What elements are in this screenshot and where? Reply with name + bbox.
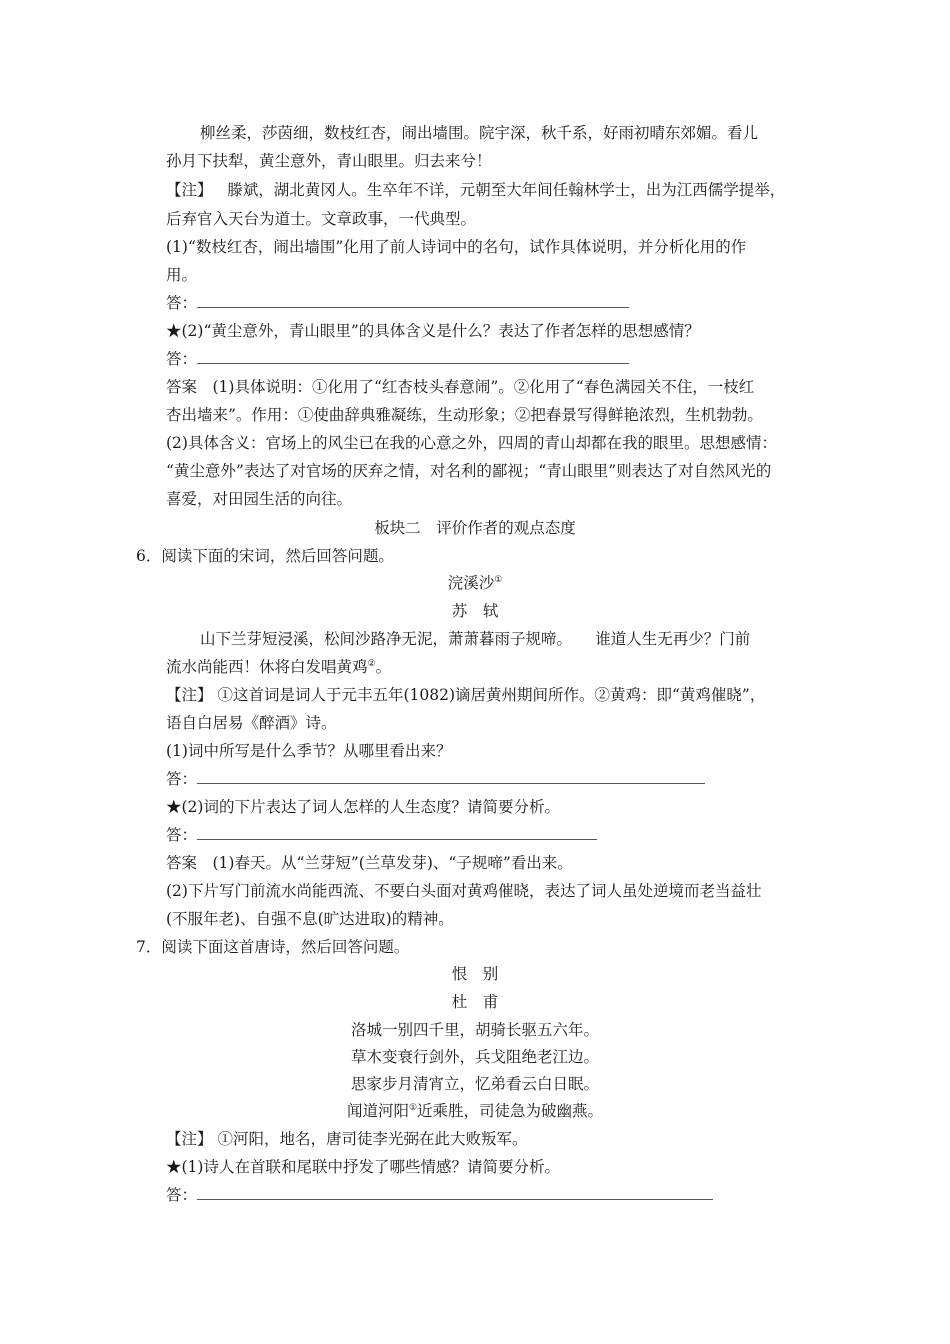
note-label: 【注】 — [166, 1130, 213, 1148]
answer-key: (2)下片写门前流水尚能西流、不要白头面对黄鸡催晓，表达了词人虽处逆境而老当益壮 — [166, 882, 762, 900]
note-label: 【注】 — [166, 181, 213, 199]
answer-line — [166, 1185, 713, 1205]
answer-key: 杏出墙来”。作用：①使曲辞典雅凝练，生动形象；②把春景写得鲜艳浓烈，生机勃勃。 — [166, 406, 763, 424]
note — [166, 1129, 527, 1149]
poem-verse: 洛城一别四千里，胡骑长驱五六年。 — [350, 1021, 599, 1039]
question-title: 7．阅读下面这首唐诗，然后回答问题。 — [136, 938, 410, 956]
note-text: 语自白居易《醉酒》诗。 — [166, 714, 337, 732]
answer-line — [166, 825, 597, 845]
poem-text: 闻道河阳 — [346, 1102, 409, 1120]
answer-key: 喜爱，对田园生活的向往。 — [166, 490, 353, 508]
poem-verse — [0, 1101, 950, 1121]
question-title: 6．阅读下面的宋词，然后回答问题。 — [136, 547, 394, 565]
footnote-mark: ① — [408, 1102, 418, 1113]
footnote-mark: ① — [494, 574, 503, 585]
question-text: (1)词中所写是什么季节？从哪里看出来？ — [166, 742, 452, 760]
note — [166, 180, 785, 200]
poem-text: 流水尚能西！休将白发唱黄鸡 — [166, 658, 368, 676]
poem-text: 。 — [375, 658, 392, 676]
poem-line: 柳丝柔，莎茵细，数枝红杏，闹出墙围。院宇深，秋千系，好雨初晴东郊媚。看儿 — [200, 124, 759, 142]
note — [166, 685, 765, 705]
question-text: ★(1)诗人在首联和尾联中抒发了哪些情感？请简要分析。 — [166, 1158, 560, 1176]
question-text: ★(2)词的下片表达了词人怎样的人生态度？请简要分析。 — [166, 798, 560, 816]
answer-prompt: 答： — [166, 294, 198, 312]
poem-author: 苏 轼 — [451, 602, 499, 620]
answer-prompt: 答： — [166, 1186, 198, 1204]
poem-line: 孙月下扶犁，黄尘意外，青山眼里。归去来兮！ — [166, 152, 492, 170]
note-text: ①这首词是词人于元丰五年(1082)谪居黄州期间所作。②黄鸡：即“黄鸡催晓”， — [217, 686, 766, 704]
answer-prompt: 答： — [166, 770, 198, 788]
poem-verse: 草木变衰行剑外，兵戈阻绝老江边。 — [350, 1048, 599, 1066]
footnote-mark: ② — [367, 658, 376, 669]
answer-key: 答案 (1)春天。从“兰芽短”(兰草发芽)、“子规啼”看出来。 — [166, 854, 573, 872]
answer-prompt: 答： — [166, 350, 198, 368]
answer-line — [166, 293, 629, 313]
answer-blank[interactable] — [197, 349, 629, 364]
poem-title — [0, 573, 950, 593]
section-heading: 板块二 评价作者的观点态度 — [374, 519, 576, 537]
poem-title-text: 浣溪沙 — [447, 574, 495, 592]
answer-blank[interactable] — [197, 1185, 713, 1200]
poem-line: 山下兰芽短浸溪，松间沙路净无泥，萧萧暮雨子规啼。 谁道人生无再少？门前 — [200, 630, 751, 648]
answer-blank[interactable] — [197, 293, 629, 308]
answer-line — [166, 769, 705, 789]
answer-key: (2)具体含义：官场上的风尘已在我的心意之外，四周的青山却都在我的眼里。思想感情： — [166, 434, 777, 452]
note-text: 后弃官入天台为道士。文章政事，一代典型。 — [166, 210, 477, 228]
answer-blank[interactable] — [197, 825, 597, 840]
note-text: ①河阳，地名，唐司徒李光弼在此大败叛军。 — [217, 1130, 528, 1148]
poem-line — [166, 657, 391, 677]
answer-blank[interactable] — [197, 769, 705, 784]
question-text: 用。 — [166, 266, 198, 284]
answer-prompt: 答： — [166, 826, 198, 844]
poem-verse: 思家步月清宵立，忆弟看云白日眠。 — [350, 1075, 599, 1093]
poem-title: 恨 别 — [451, 965, 499, 983]
question-text: ★(2)“黄尘意外，青山眼里”的具体含义是什么？表达了作者怎样的思想感情？ — [166, 322, 700, 340]
note-text: 滕斌，湖北黄冈人。生卒年不详，元朝至大年间任翰林学士，出为江西儒学提举， — [227, 181, 786, 199]
answer-key: 答案 (1)具体说明：①化用了“红杏枝头春意闹”。②化用了“春色满园关不住，一枝红 — [166, 378, 755, 396]
answer-key: (不服年老)、自强不息(旷达进取)的精神。 — [166, 910, 454, 928]
answer-line — [166, 349, 629, 369]
note-label: 【注】 — [166, 686, 213, 704]
poem-author: 杜 甫 — [451, 993, 499, 1011]
poem-text: 近乘胜，司徒急为破幽燕。 — [417, 1102, 604, 1120]
answer-key: “黄尘意外”表达了对官场的厌弃之情，对名利的鄙视；“青山眼里”则表达了对自然风光的 — [166, 462, 772, 480]
question-text: (1)“数枝红杏，闹出墙围”化用了前人诗词中的名句，试作具体说明，并分析化用的作 — [166, 238, 747, 256]
